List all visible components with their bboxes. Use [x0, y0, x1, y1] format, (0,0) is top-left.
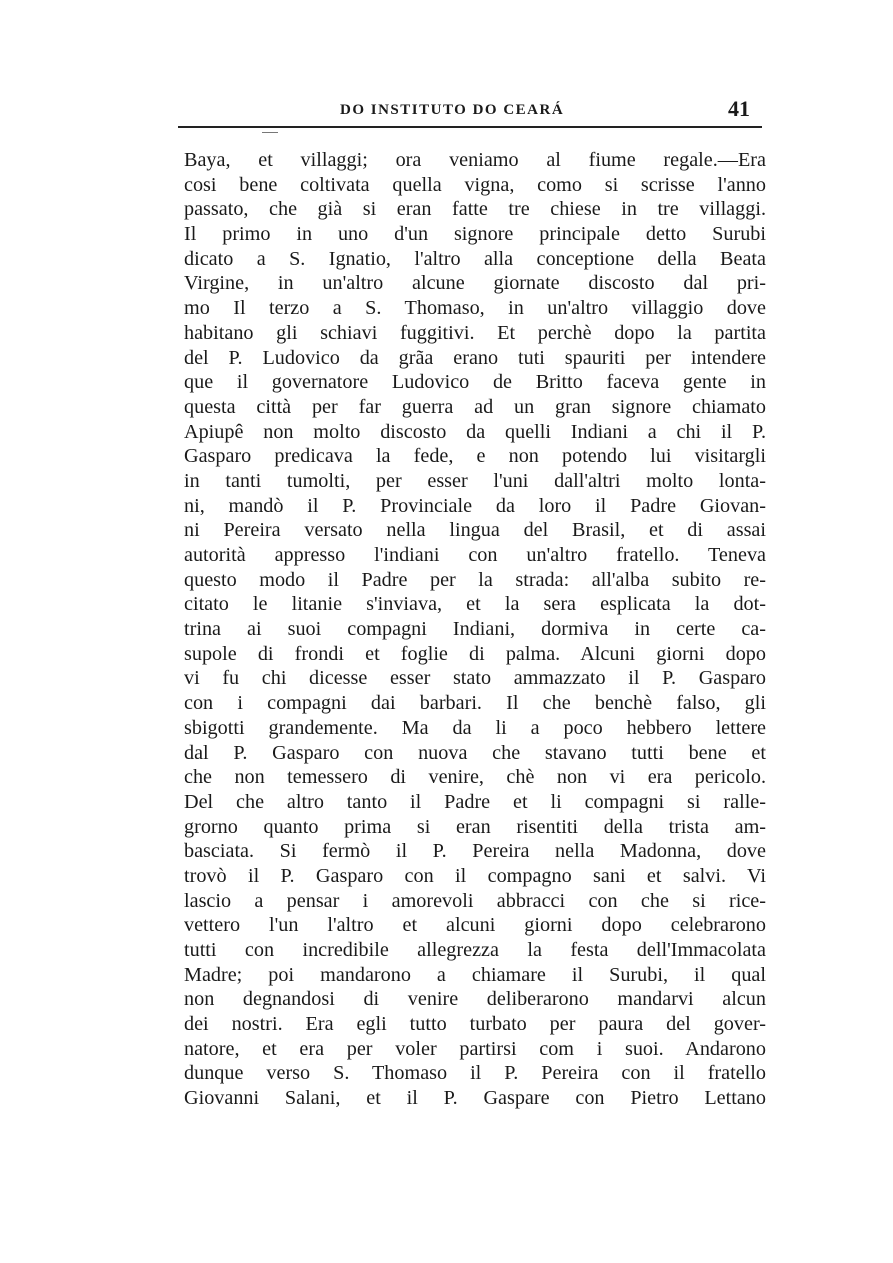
- text-line: tutti con incredibile allegrezza la festa dell'Immacolata: [184, 939, 766, 961]
- text-line: dei nostri. Era egli tutto turbato per paura del gover-: [184, 1013, 766, 1036]
- text-line: che non temessero di venire, chè non vi era pericolo.: [184, 766, 766, 789]
- text-line: con i compagni dai barbari. Il che benchè falso, gli: [184, 692, 766, 715]
- text-line: dal P. Gasparo con nuova che stavano tutti bene et: [184, 741, 766, 764]
- text-line: Madre; poi mandarono a chiamare il Surubi, il qual: [184, 963, 766, 986]
- text-line: sbigotti grandemente. Ma da li a poco hebbero lettere: [184, 716, 766, 739]
- text-line: dicato a S. Ignatio, l'altro alla conceptione della Beata: [184, 247, 766, 270]
- text-line: basciata. Si fermò il P. Pereira nella Madonna, dove: [184, 840, 766, 863]
- page-number: 41: [728, 96, 750, 121]
- text-line: trovò il P. Gasparo con il compagno sani et salvi. Vi: [184, 864, 766, 887]
- text-line: autorità appresso l'indiani con un'altro fratello. Teneva: [184, 544, 766, 566]
- text-line: grorno quanto prima si eran risentiti della trista am-: [184, 815, 766, 838]
- text-line: ni Pereira versato nella lingua del Brasil, et di assai: [184, 519, 766, 542]
- rule-mark: [262, 132, 278, 133]
- text-line: Baya, et villaggi; ora veniamo al fiume regale.—Era: [184, 149, 766, 171]
- text-line: cosi bene coltivata quella vigna, como si scrisse l'anno: [184, 173, 766, 196]
- text-line: citato le litanie s'inviava, et la sera esplicata la dot-: [184, 593, 766, 616]
- text-line: ni, mandò il P. Provinciale da loro il Padre Giovan-: [184, 494, 766, 517]
- text-line: Virgine, in un'altro alcune giornate discosto dal pri-: [184, 272, 766, 295]
- running-title: DO INSTITUTO DO CEARÁ: [340, 102, 565, 118]
- header-rule: [178, 126, 762, 128]
- text-line: vettero l'un l'altro et alcuni giorni dopo celebrarono: [184, 914, 766, 937]
- text-line: vi fu chi dicesse esser stato ammazzato il P. Gasparo: [184, 667, 766, 690]
- text-line: del P. Ludovico da grãa erano tuti spauriti per intendere: [184, 346, 766, 369]
- text-line: lascio a pensar i amorevoli abbracci con che si rice-: [184, 889, 766, 912]
- text-line: mo Il terzo a S. Thomaso, in un'altro villaggio dove: [184, 297, 766, 320]
- text-line: dunque verso S. Thomaso il P. Pereira con il fratello: [184, 1062, 766, 1085]
- text-line: non degnandosi di venire deliberarono mandarvi alcun: [184, 988, 766, 1011]
- text-line: que il governatore Ludovico de Britto faceva gente in: [184, 371, 766, 394]
- running-head: [180, 94, 764, 126]
- text-line: supole di frondi et foglie di palma. Alcuni giorni dopo: [184, 642, 766, 665]
- text-line: Apiupê non molto discosto da quelli Indiani a chi il P.: [184, 420, 766, 443]
- text-line: habitano gli schiavi fuggitivi. Et perchè dopo la partita: [184, 321, 766, 344]
- text-line: Gasparo predicava la fede, e non potendo lui visitargli: [184, 445, 766, 468]
- text-line: Del che altro tanto il Padre et li compagni si ralle-: [184, 790, 766, 813]
- text-line: questo modo il Padre per la strada: all'alba subito re-: [184, 568, 766, 591]
- text-line: questa città per far guerra ad un gran signore chiamato: [184, 395, 766, 418]
- text-line: in tanti tumolti, per esser l'uni dall'altri molto lonta-: [184, 469, 766, 492]
- text-line: trina ai suoi compagni Indiani, dormiva in certe ca-: [184, 618, 766, 641]
- text-line: passato, che già si eran fatte tre chiese in tre villaggi.: [184, 198, 766, 221]
- text-line: Giovanni Salani, et il P. Gaspare con Pietro Lettano: [184, 1087, 766, 1110]
- text-line: natore, et era per voler partirsi com i suoi. Andarono: [184, 1037, 766, 1060]
- body-text: [184, 148, 766, 1111]
- text-line: Il primo in uno d'un signore principale detto Surubi: [184, 223, 766, 246]
